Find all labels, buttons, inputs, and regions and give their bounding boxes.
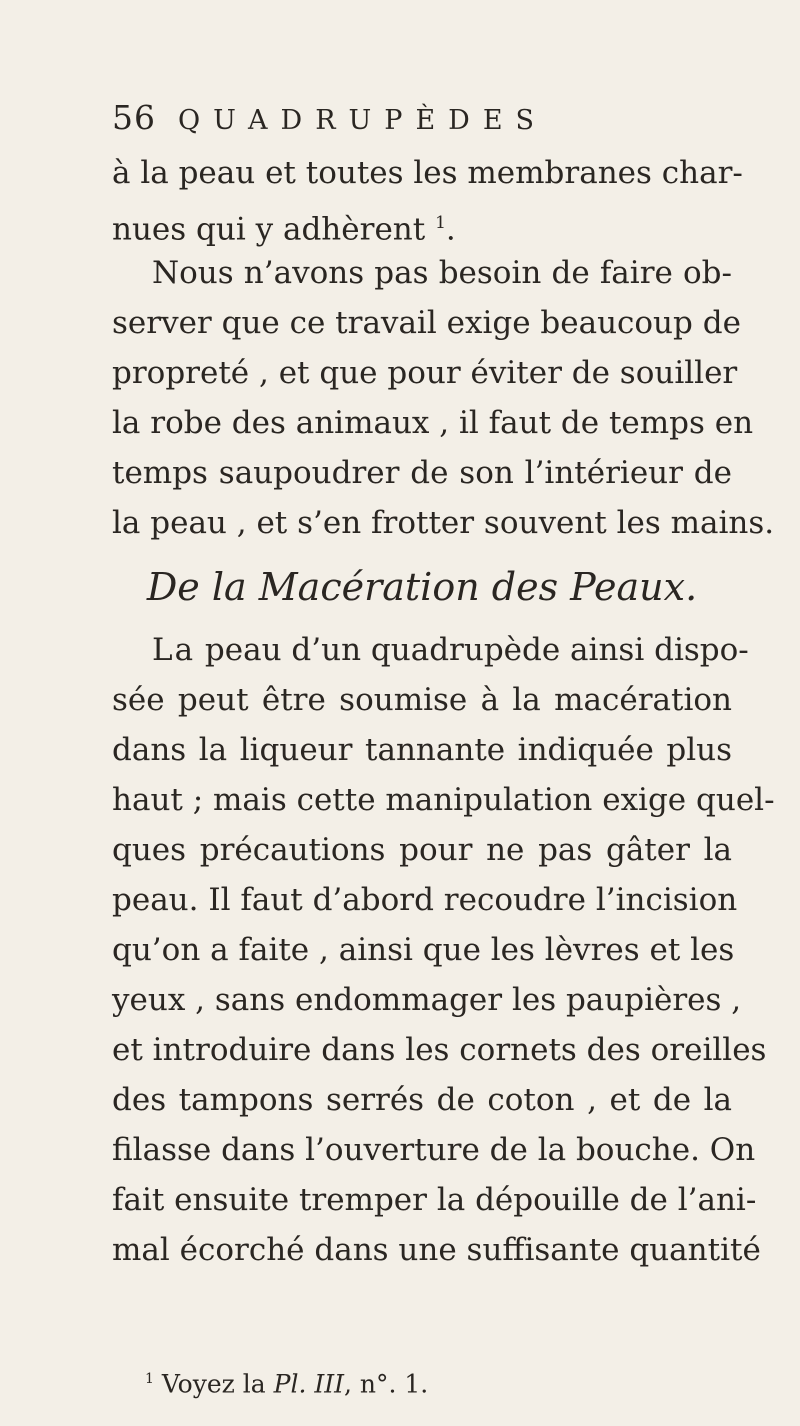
running-title: QUADRUPÈDES	[178, 105, 548, 136]
text-line: des tampons serrés de coton , et de la	[112, 1082, 732, 1118]
text-line: fait ensuite tremper la dépouille de l’ani-	[112, 1182, 757, 1218]
text-line: nues qui y adhèrent $^1$.	[112, 211, 456, 248]
running-head	[112, 98, 712, 148]
text-line: dans la liqueur tannante indiquée plus	[112, 732, 732, 768]
text-line: haut ; mais cette manipulation exige quel-	[112, 782, 775, 818]
text-line: Nous n’avons pas besoin de faire ob-	[152, 255, 732, 291]
paragraph-1	[112, 148, 775, 548]
text-line: server que ce travail exige beaucoup de	[112, 305, 741, 341]
text-line	[112, 625, 749, 675]
footnote-plate: Pl. III	[273, 1369, 344, 1399]
text-line: à la peau et toutes les membranes char-	[112, 155, 743, 191]
text-line: propreté , et que pour éviter de souiller	[112, 355, 738, 391]
text-line-content: peau d’un quadrupède ainsi dispo-	[195, 632, 749, 668]
text-line: temps saupoudrer de son l’intérieur de	[112, 455, 732, 491]
text-line: qu’on a faite , ainsi que les lèvres et les	[112, 932, 735, 968]
text-line: mal écorché dans une suffisante quantité	[112, 1232, 761, 1268]
paragraph-first-word: La	[152, 632, 196, 668]
text-line: filasse dans l’ouverture de la bouche. On	[112, 1132, 756, 1168]
text-line: sée peut être soumise à la macération	[112, 682, 732, 718]
paragraph-2	[112, 625, 775, 1275]
footnote-marker: 1	[145, 1371, 154, 1387]
text-line: la peau , et s’en frotter souvent les mains.	[112, 505, 775, 541]
footnote	[145, 1362, 428, 1401]
text-line-content: nues qui y adhèrent	[112, 211, 426, 248]
section-heading: De la Macération des Peaux.	[146, 565, 698, 609]
footnote-text: Voyez la	[161, 1369, 274, 1399]
footnote-reference: 1	[435, 213, 446, 233]
footnote-text-end: , n°. 1.	[343, 1369, 429, 1399]
page-number: 56	[112, 98, 156, 137]
text-line: et introduire dans les cornets des oreilles	[112, 1032, 767, 1068]
text-line: peau. Il faut d’abord recoudre l’incision	[112, 882, 738, 918]
text-line: la robe des animaux , il faut de temps en	[112, 405, 754, 441]
text-line: yeux , sans endommager les paupières ,	[112, 982, 742, 1018]
text-line: ques précautions pour ne pas gâter la	[112, 832, 732, 868]
